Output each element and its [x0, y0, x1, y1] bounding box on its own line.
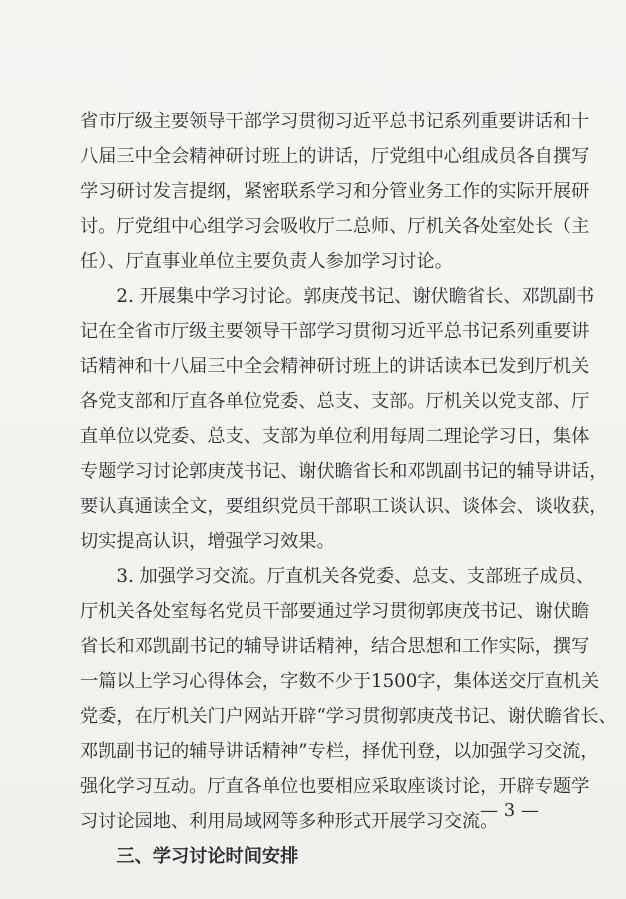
paragraph-2-start: 2. 开展集中学习讨论。郭庚茂书记、谢伏瞻省长、邓凯副书 — [80, 286, 595, 307]
body-text-line: 要认真通读全文，要组织党员干部职工谈认识、谈体会、谈收获， — [80, 496, 608, 517]
body-text-line: 强化学习互动。厅直各单位也要相应采取座谈讨论，开辟专题学 — [80, 776, 590, 797]
body-text-line: 各党支部和厅直各单位党委、总支、支部。厅机关以党支部、厅 — [80, 391, 590, 412]
page-number: — 3 — — [480, 800, 539, 821]
section-heading: 三、学习讨论时间安排 — [80, 846, 299, 867]
body-text-line: 切实提高认识，增强学习效果。 — [80, 531, 335, 552]
body-text-line: 邓凯副书记的辅导讲话精神”专栏，择优刊登，以加强学习交流， — [80, 741, 599, 762]
body-text-line: 八届三中全会精神研讨班上的讲话，厅党组中心组成员各自撰写 — [80, 146, 590, 167]
body-text-line: 学习研讨发言提纲，紧密联系学习和分管业务工作的实际开展研 — [80, 181, 590, 202]
body-text-line: 直单位以党委、总支、支部为单位利用每周二理论学习日，集体 — [80, 426, 590, 447]
body-text-line: 省市厅级主要领导干部学习贯彻习近平总书记系列重要讲话和十 — [80, 111, 590, 132]
body-text-line: 一篇以上学习心得体会，字数不少于1500字，集体送交厅直机关 — [80, 671, 600, 692]
body-text-line: 任）、厅直事业单位主要负责人参加学习讨论。 — [80, 251, 453, 272]
body-text-line: 讨。厅党组中心组学习会吸收厅二总师、厅机关各处室处长（主 — [80, 216, 590, 237]
body-text-line: 习讨论园地、利用局域网等多种形式开展学习交流。 — [80, 811, 499, 832]
body-text-line: 省长和邓凯副书记的辅导讲话精神，结合思想和工作实际，撰写 — [80, 636, 590, 657]
paragraph-3-start: 3. 加强学习交流。厅直机关各党委、总支、支部班子成员、 — [80, 566, 595, 587]
body-text-line: 厅机关各处室每名党员干部要通过学习贯彻郭庚茂书记、谢伏瞻 — [80, 601, 590, 622]
body-text-line: 话精神和十八届三中全会精神研讨班上的讲话读本已发到厅机关 — [80, 356, 590, 377]
body-text-line: 党委，在厅机关门户网站开辟“学习贯彻郭庚茂书记、谢伏瞻省长、 — [80, 706, 617, 727]
body-text-line: 专题学习讨论郭庚茂书记、谢伏瞻省长和邓凯副书记的辅导讲话， — [80, 461, 608, 482]
body-text-line: 记在全省市厅级主要领导干部学习贯彻习近平总书记系列重要讲 — [80, 321, 590, 342]
